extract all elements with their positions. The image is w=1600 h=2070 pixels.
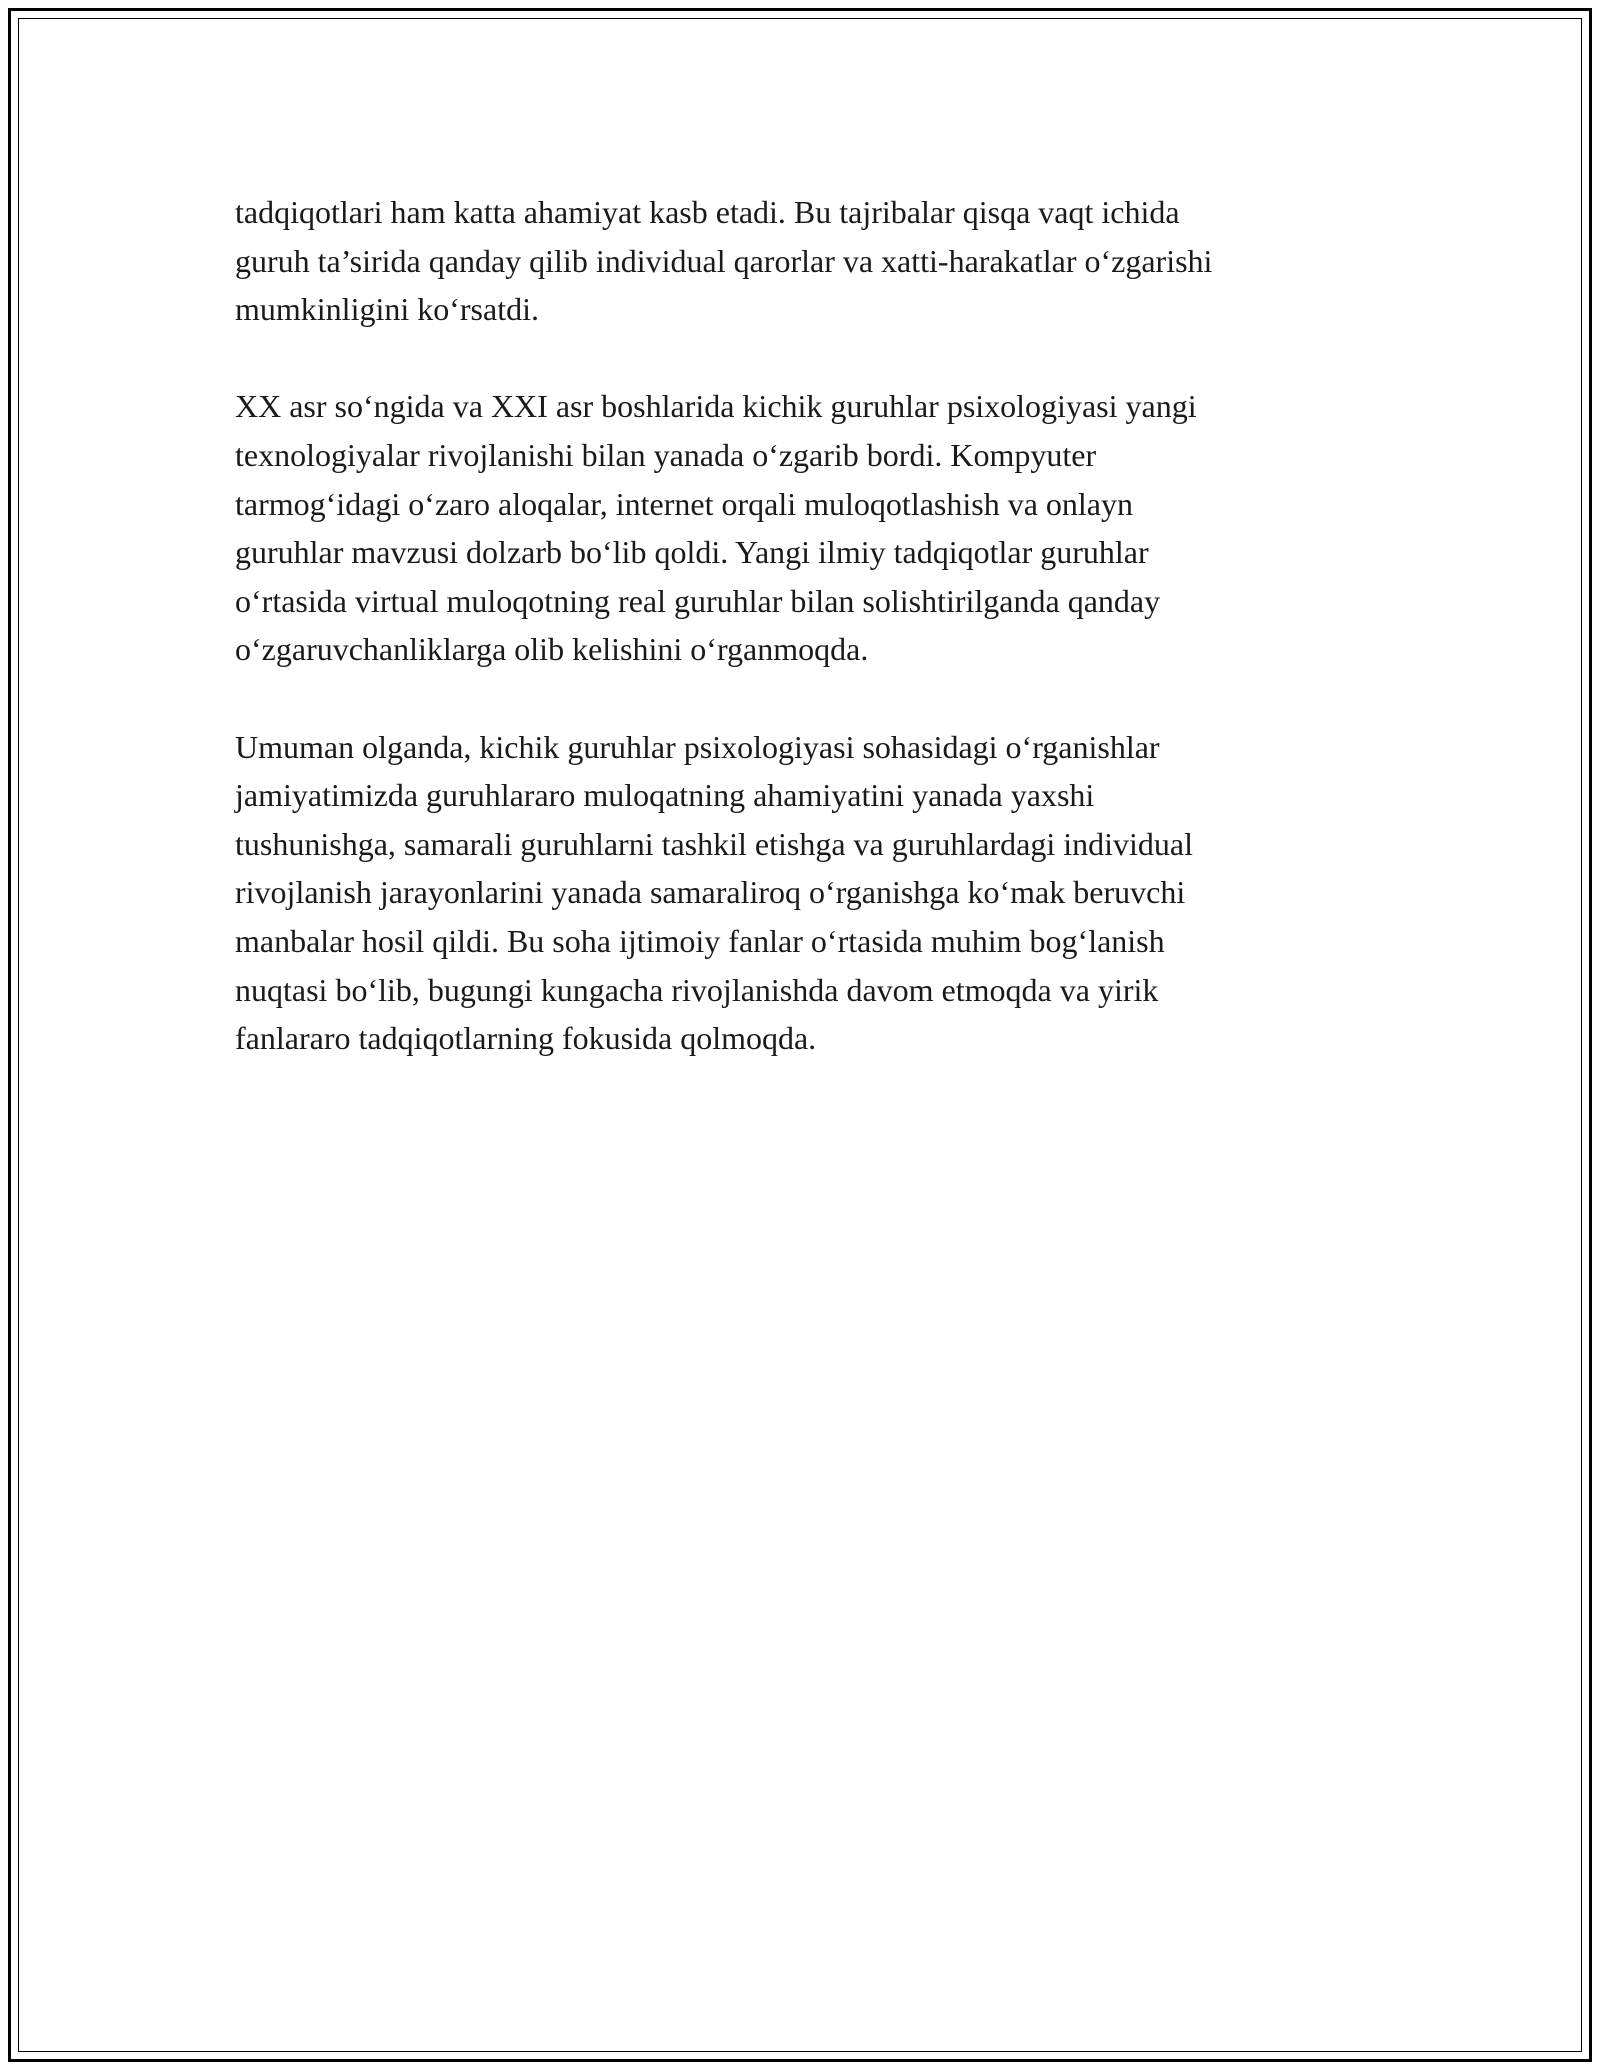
text-line: mumkinligini ko‘rsatdi.	[235, 291, 539, 328]
text-line: o‘rtasida virtual muloqotning real guruhlar bilan solishtirilganda qanday	[235, 582, 1161, 619]
text-line: tadqiqotlari ham katta ahamiyat kasb etadi. Bu tajribalar qisqa vaqt ichida	[235, 194, 1180, 230]
text-line: nuqtasi bo‘lib, bugungi kungacha rivojlanishda davom etmoqda va yirik	[235, 971, 1159, 1008]
text-line: manbalar hosil qildi. Bu soha ijtimoiy fanlar o‘rtasida muhim bog‘lanish	[235, 922, 1165, 959]
text-line: Umuman olganda, kichik guruhlar psixologiyasi sohasidagi o‘rganishlar	[235, 728, 1160, 765]
text-line: XX asr so‘ngida va XXI asr boshlarida kichik guruhlar psixologiyasi yangi	[235, 388, 1197, 425]
paragraph-2	[235, 382, 1375, 674]
paragraph-1	[235, 188, 1375, 334]
text-line: rivojlanish jarayonlarini yanada samaraliroq o‘rganishga ko‘mak beruvchi	[235, 874, 1186, 911]
paragraph-3	[235, 723, 1375, 1063]
text-line: guruh ta’sirida qanday qilib individual qarorlar va xatti-harakatlar o‘zgarishi	[235, 242, 1213, 279]
text-line: o‘zgaruvchanliklarga olib kelishini o‘rganmoqda.	[235, 631, 869, 668]
text-line: tarmog‘idagi o‘zaro aloqalar, internet orqali muloqotlashish va onlayn	[235, 485, 1133, 522]
document-body	[235, 188, 1375, 1111]
text-line: fanlararo tadqiqotlarning fokusida qolmoqda.	[235, 1020, 817, 1057]
text-line: jamiyatimizda guruhlararo muloqatning ahamiyatini yanada yaxshi	[235, 777, 1095, 814]
text-line: tushunishga, samarali guruhlarni tashkil etishga va guruhlardagi individual	[235, 825, 1194, 862]
text-line: texnologiyalar rivojlanishi bilan yanada o‘zgarib bordi. Kompyuter	[235, 436, 1097, 473]
text-line: guruhlar mavzusi dolzarb bo‘lib qoldi. Yangi ilmiy tadqiqotlar guruhlar	[235, 534, 1149, 571]
